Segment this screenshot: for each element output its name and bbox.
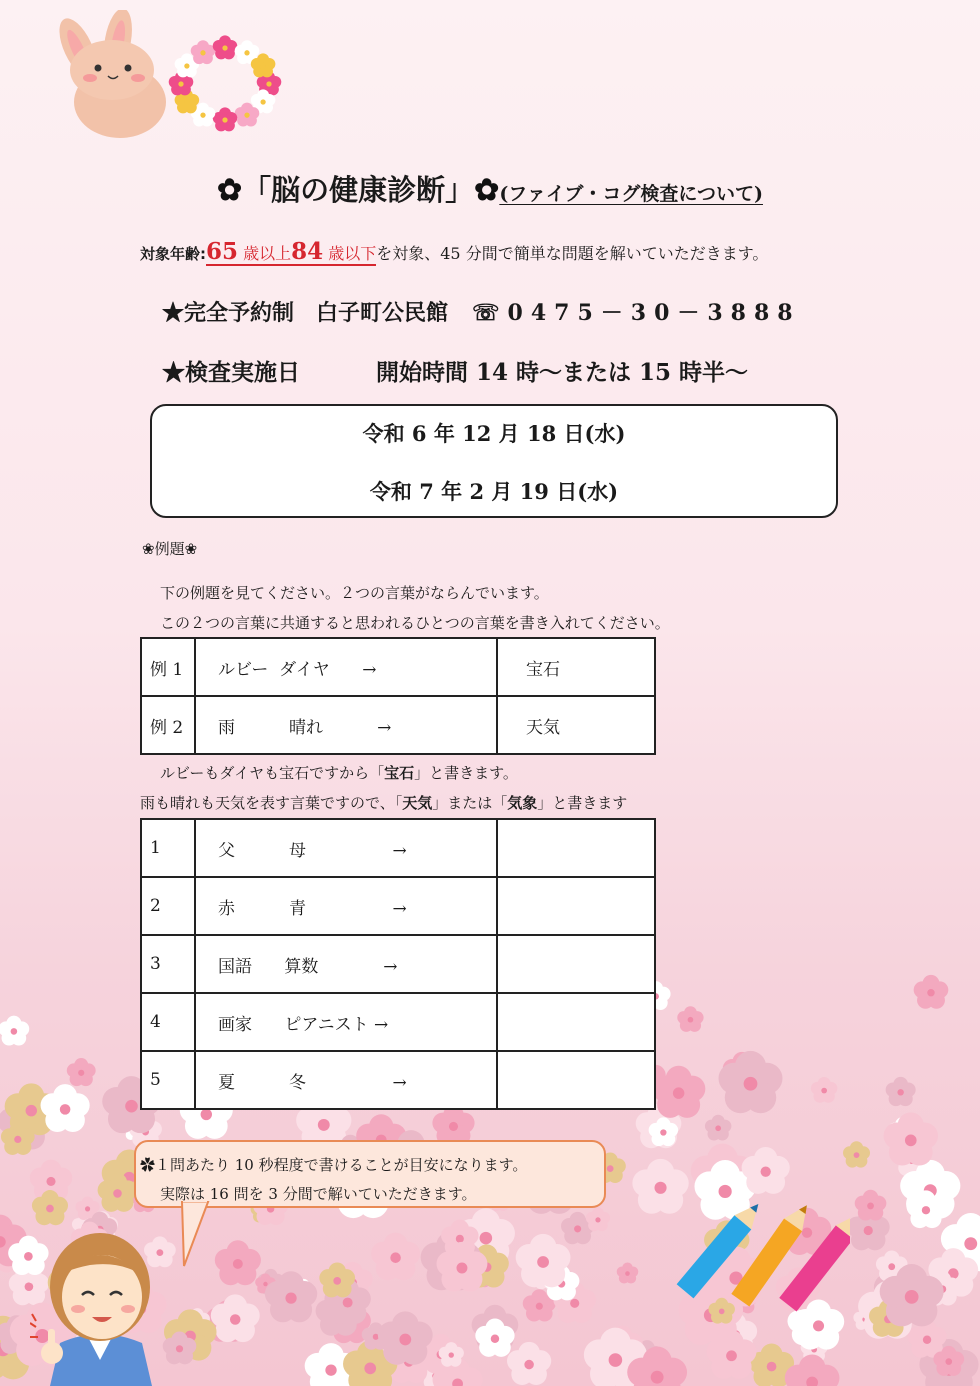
reservation-line — [162, 296, 801, 327]
quiz-table — [140, 818, 656, 1110]
row-number: 2 — [141, 877, 195, 935]
target-age-label: 対象年齢: — [140, 245, 206, 263]
answer-cell[interactable] — [497, 819, 655, 877]
row-number: 例 1 — [141, 638, 195, 696]
word-pair: 雨 晴れ → — [195, 696, 497, 754]
row-number: 例 2 — [141, 696, 195, 754]
example-note — [160, 762, 518, 783]
exam-dates-box — [150, 404, 838, 518]
answer-cell[interactable] — [497, 877, 655, 935]
table-row — [141, 935, 655, 993]
example-heading: ❀例題❀ — [142, 540, 198, 558]
note-text: 」と書きます。 — [414, 764, 518, 782]
word-pair: 画家 ピアニスト → — [195, 993, 497, 1051]
rabbit-illustration — [20, 10, 290, 140]
blossom-icon — [516, 1234, 571, 1287]
blossom-icon — [67, 1058, 96, 1086]
blossom-icon — [843, 1141, 870, 1167]
answer-cell[interactable] — [497, 935, 655, 993]
tip-text: ✿１問あたり 10 秒程度で書けることが目安になります。 — [140, 1156, 528, 1174]
flower-icon: ✿ — [217, 173, 243, 208]
blossom-icon — [886, 1077, 916, 1106]
phone-number[interactable]: ☏0475－30－3888 — [472, 300, 801, 326]
answer-cell: 宝石 — [497, 638, 655, 696]
exam-date: 令和 6 年 12 月 18 日(水) — [362, 421, 626, 446]
instruction-text: この２つの言葉に共通すると思われるひとつの言葉を書き入れてください。 — [160, 614, 670, 632]
flower-ring-illustration — [169, 35, 282, 131]
blossom-icon — [855, 1190, 887, 1221]
blossom-icon — [211, 1294, 260, 1342]
row-number: 3 — [141, 935, 195, 993]
exam-date: 令和 7 年 2 月 19 日(水) — [369, 479, 619, 504]
word-pair: 赤 青 → — [195, 877, 497, 935]
note-text: 」または「 — [432, 794, 508, 812]
title-main: 「脳の健康診断」 — [242, 173, 475, 207]
speech-bubble-tail — [178, 1200, 238, 1270]
example-note — [140, 792, 627, 813]
blossom-icon — [677, 1006, 703, 1032]
blossom-icon — [191, 40, 216, 64]
blossom-icon — [617, 1262, 639, 1283]
word-pair: ルビー ダイヤ → — [195, 638, 497, 696]
note-text: 雨も晴れも天気を表す言葉ですので、「 — [140, 794, 403, 812]
blossom-icon — [586, 1207, 610, 1231]
answer-cell[interactable] — [497, 1051, 655, 1109]
word-pair: 夏 冬 → — [195, 1051, 497, 1109]
exam-day-label: ★検査実施日 — [162, 359, 300, 386]
blossom-icon — [213, 107, 238, 131]
blossom-icon — [0, 1016, 29, 1046]
note-keyword: 気象 — [507, 794, 538, 812]
target-rest: を対象、45 分間で簡単な問題を解いていただきます。 — [376, 244, 769, 263]
row-number: 4 — [141, 993, 195, 1051]
target-age-line — [140, 238, 768, 265]
flower-icon: ✿ — [474, 173, 500, 208]
table-row — [141, 993, 655, 1051]
table-row — [141, 1051, 655, 1109]
answer-cell: 天気 — [497, 696, 655, 754]
blossom-icon — [213, 35, 238, 59]
age-low-suffix: 歳以上 — [243, 244, 292, 263]
row-number: 5 — [141, 1051, 195, 1109]
blossom-icon — [884, 1112, 938, 1165]
note-keyword: 天気 — [402, 794, 433, 812]
word-pair: 父 母 → — [195, 819, 497, 877]
blossom-icon — [507, 1342, 551, 1385]
teacher-illustration — [30, 1225, 170, 1386]
reservation-text: ★完全予約制 白子町公民館 — [162, 300, 449, 326]
table-row — [141, 638, 655, 696]
blossom-icon — [811, 1077, 837, 1103]
answer-cell[interactable] — [497, 993, 655, 1051]
note-keyword: 宝石 — [384, 764, 415, 782]
blossom-icon — [378, 1311, 433, 1364]
word-pair: 国語 算数 → — [195, 935, 497, 993]
table-row — [141, 696, 655, 754]
age-low: 65 — [206, 238, 239, 265]
example-table — [140, 637, 656, 755]
exam-day-line — [162, 354, 748, 387]
age-high: 84 — [291, 238, 324, 265]
note-text: ルビーもダイヤも宝石ですから「 — [160, 764, 385, 782]
title-sub: (ファイブ・コグ検査について) — [499, 183, 763, 205]
blossom-icon — [371, 1233, 420, 1281]
row-number: 1 — [141, 819, 195, 877]
page-title — [0, 168, 980, 209]
blossom-icon — [705, 1115, 731, 1141]
tip-text: 実際は 16 問を 3 分間で解いていただきます。 — [160, 1185, 477, 1203]
age-high-suffix: 歳以下 — [328, 244, 377, 263]
blossom-icon — [914, 975, 949, 1009]
start-time: 開始時間 14 時～または 15 時半～ — [376, 359, 749, 386]
table-row — [141, 877, 655, 935]
colored-pencils-illustration — [670, 1180, 850, 1340]
note-text: 」と書きます — [537, 794, 628, 812]
instruction-text: 下の例題を見てください。２つの言葉がならんでいます。 — [160, 584, 549, 602]
blossom-icon — [41, 1084, 90, 1132]
table-row — [141, 819, 655, 877]
